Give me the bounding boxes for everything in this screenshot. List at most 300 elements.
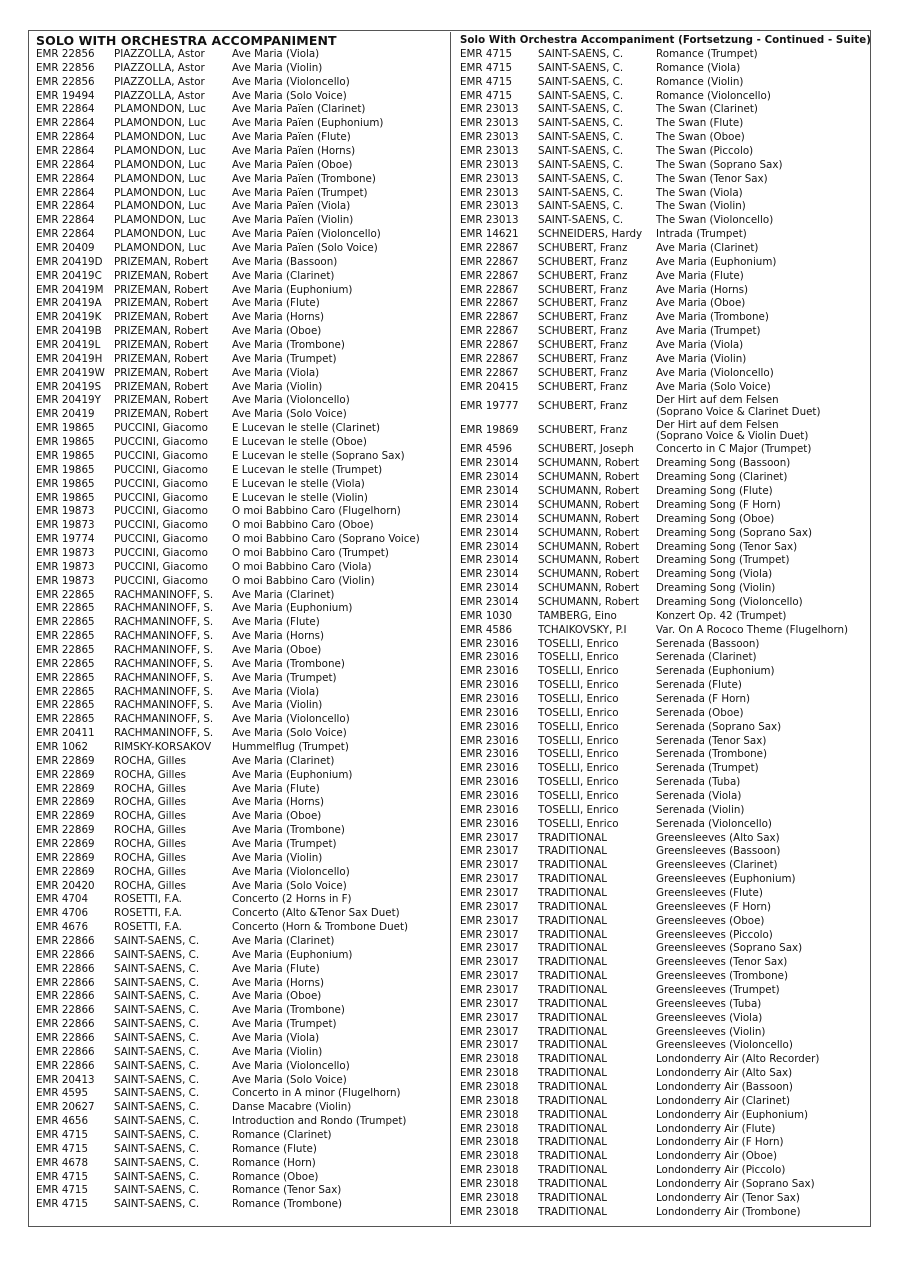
composer-name: PLAMONDON, Luc [114,158,206,171]
work-title: Ave Maria (Viola) [232,1032,320,1045]
composer-name: SCHUBERT, Franz [538,400,628,412]
composer-name: SAINT-SAËNS, C. [538,89,624,102]
catalog-entry [460,513,865,527]
work-title: Serenada (Violin) [656,803,745,816]
work-title: Der Hirt auf dem Felsen (Soprano Voice & Clarinet Duet) [656,395,821,418]
catalog-entry [36,658,446,672]
work-title: Ave Maria Païen (Viola) [232,200,351,213]
composer-name: PLAMONDON, Luc [114,214,206,227]
work-title: O moi Babbino Caro (Violin) [232,574,375,587]
composer-name: TRADITIONAL [538,831,607,844]
work-title: Londonderry Air (Oboe) [656,1150,777,1163]
catalog-number: EMR 23016 [460,734,519,747]
work-title: Dreaming Song (Clarinet) [656,471,788,484]
composer-name: ROCHA, Gilles [114,768,187,781]
composer-name: SAINT-SAËNS, C. [114,962,200,975]
work-title: Romance (Horn) [232,1156,316,1169]
catalog-entry [460,929,865,943]
work-title: Ave Maria (Violin) [232,61,323,74]
catalog-entry [36,1060,446,1074]
composer-name: TRADITIONAL [538,1025,607,1038]
work-title: Ave Maria (Flute) [232,782,320,795]
composer-name: SAINT-SAËNS, C. [538,145,624,158]
catalog-number: EMR 19865 [36,449,95,462]
work-title: Ave Maria (Trombone) [232,1004,345,1017]
catalog-entry [460,1136,865,1150]
work-title: Ave Maria (Clarinet) [232,269,335,282]
catalog-entry [460,48,865,62]
catalog-entry [36,935,446,949]
composer-name: PIAZZOLLA, Astor [114,61,205,74]
work-title: E Lucevan le stelle (Violin) [232,491,368,504]
catalog-entry [36,616,446,630]
catalog-number: EMR 22869 [36,865,95,878]
catalog-number: EMR 23017 [460,997,519,1010]
catalog-number: EMR 23016 [460,748,519,761]
composer-name: SCHUBERT, Franz [538,339,628,352]
catalog-column-left [36,34,446,1212]
catalog-number: EMR 20419H [36,352,103,365]
work-title: Greensleeves (Trumpet) [656,984,780,996]
catalog-entry [36,256,446,270]
composer-name: SAINT-SAËNS, C. [114,1101,200,1114]
work-title: Ave Maria Païen (Clarinet) [232,103,366,116]
work-title: Ave Maria Païen (Flute) [232,131,351,144]
catalog-number: EMR 19865 [36,463,95,476]
composer-name: SCHUMANN, Robert [538,582,640,595]
catalog-number: EMR 23018 [460,1122,519,1135]
work-title: The Swan (Violoncello) [656,214,774,227]
catalog-number: EMR 4678 [36,1156,89,1169]
catalog-entry [460,887,865,901]
catalog-entry [460,790,865,804]
catalog-number: EMR 22865 [36,616,95,629]
work-title: Ave Maria (Violoncello) [232,713,350,726]
catalog-number: EMR 4676 [36,921,89,934]
composer-name: PLAMONDON, Luc [114,186,206,199]
composer-name: TRADITIONAL [538,1191,607,1204]
catalog-entry [36,838,446,852]
work-title: Serenada (Flute) [656,679,742,692]
work-title: Serenada (Tenor Sax) [656,734,767,747]
catalog-entry [460,173,865,187]
composer-name: TRADITIONAL [538,928,607,941]
catalog-entry [460,471,865,485]
catalog-number: EMR 22865 [36,671,95,684]
catalog-number: EMR 23017 [460,886,519,899]
catalog-entry [460,610,865,624]
composer-name: TOSELLI, Enrico [538,748,619,761]
composer-name: SAINT-SAËNS, C. [538,200,624,213]
composer-name: TRADITIONAL [538,1053,607,1066]
catalog-entry [460,541,865,555]
work-title: Dreaming Song (Viola) [656,568,773,581]
work-title: Ave Maria Païen (Horns) [232,145,356,158]
composer-name: ROCHA, Gilles [114,879,187,892]
work-title: Serenada (Trombone) [656,748,768,761]
composer-name: PRIZEMAN, Robert [114,311,209,324]
catalog-entry [460,915,865,929]
catalog-number: EMR 23017 [460,942,519,955]
catalog-entry [36,672,446,686]
work-title: Ave Maria (Trumpet) [656,325,761,338]
work-title: Ave Maria (Horns) [656,283,749,296]
work-title: Ave Maria (Violoncello) [232,394,350,407]
catalog-entry [36,990,446,1004]
composer-name: SCHUMANN, Robert [538,526,640,539]
work-title: E Lucevan le stelle (Soprano Sax) [232,449,405,462]
catalog-entry [36,977,446,991]
work-title: Ave Maria (Violin) [232,380,323,393]
catalog-number: EMR 23018 [460,1164,519,1177]
work-title: Ave Maria (Solo Voice) [232,89,347,102]
catalog-number: EMR 23013 [460,186,519,199]
work-title: Ave Maria Païen (Oboe) [232,158,353,171]
catalog-entry [36,1101,446,1115]
catalog-entry [36,852,446,866]
catalog-number: EMR 23016 [460,789,519,802]
composer-name: TRADITIONAL [538,1136,607,1149]
catalog-number: EMR 19865 [36,422,95,435]
catalog-entry [36,90,446,104]
composer-name: SAINT-SAËNS, C. [114,990,200,1003]
catalog-number: EMR 22867 [460,242,519,255]
catalog-entry [460,353,865,367]
catalog-entry [460,845,865,859]
work-title: Intrada (Trumpet) [656,228,747,241]
catalog-entry [36,381,446,395]
catalog-number: EMR 19873 [36,505,95,518]
work-title: Ave Maria (Clarinet) [656,242,759,255]
catalog-number: EMR 23018 [460,1205,519,1218]
work-title: Ave Maria (Euphonium) [232,948,353,961]
work-title: Ave Maria (Violin) [232,851,323,864]
composer-name: RIMSKY-KORSAKOV [114,740,212,753]
composer-name: TRADITIONAL [538,1081,607,1094]
composer-name: PLAMONDON, Luc [114,117,206,130]
composer-name: PUCCINI, Giacomo [114,463,208,476]
composer-name: ROCHA, Gilles [114,796,187,809]
catalog-entry [36,505,446,519]
catalog-entry [460,367,865,381]
catalog-number: EMR 23016 [460,665,519,678]
catalog-number: EMR 22865 [36,643,95,656]
catalog-entry [460,339,865,353]
work-title: Ave Maria (Solo Voice) [232,1073,347,1086]
composer-name: TOSELLI, Enrico [538,706,619,719]
catalog-entry [460,90,865,104]
catalog-number: EMR 23016 [460,817,519,830]
catalog-number: EMR 19873 [36,546,95,559]
composer-name: PLAMONDON, Luc [114,242,206,255]
catalog-number: EMR 4656 [36,1115,89,1128]
catalog-entry [36,187,446,201]
work-title: Ave Maria (Solo Voice) [232,408,347,421]
catalog-number: EMR 23013 [460,103,519,116]
catalog-number: EMR 20419M [36,283,104,296]
catalog-number: EMR 20409 [36,242,95,255]
catalog-number: EMR 23017 [460,956,519,969]
catalog-entry [460,228,865,242]
work-title: Ave Maria Païen (Violoncello) [232,228,381,241]
composer-name: RACHMANINOFF, S. [114,630,214,643]
catalog-entry [36,1032,446,1046]
catalog-number: EMR 22866 [36,1059,95,1072]
composer-name: PRIZEMAN, Robert [114,339,209,352]
work-title: Ave Maria (Horns) [232,796,325,809]
composer-name: SAINT-SAËNS, C. [538,117,624,130]
catalog-number: EMR 19865 [36,436,95,449]
work-title: Greensleeves (Bassoon) [656,845,781,858]
work-title: Ave Maria (Euphonium) [232,283,353,296]
composer-name: ROCHA, Gilles [114,851,187,864]
catalog-entry [36,214,446,228]
catalog-entry [460,984,865,998]
catalog-entry [460,117,865,131]
catalog-number: EMR 20419W [36,366,105,379]
composer-name: TRADITIONAL [538,956,607,969]
catalog-entry [460,187,865,201]
catalog-number: EMR 23016 [460,803,519,816]
composer-name: PUCCINI, Giacomo [114,546,208,559]
catalog-number: EMR 22867 [460,366,519,379]
catalog-entry [36,686,446,700]
catalog-number: EMR 22869 [36,796,95,809]
composer-name: TOSELLI, Enrico [538,651,619,664]
work-title: Ave Maria (Flute) [232,616,320,629]
catalog-number: EMR 22865 [36,685,95,698]
catalog-number: EMR 22867 [460,255,519,268]
catalog-entry [460,818,865,832]
composer-name: TRADITIONAL [538,1108,607,1121]
composer-name: TCHAIKOVSKY, P.I [538,623,627,636]
composer-name: PRIZEMAN, Robert [114,366,209,379]
catalog-entry [36,159,446,173]
catalog-number: EMR 23018 [460,1136,519,1149]
work-title: Ave Maria (Euphonium) [232,768,353,781]
section-title: SOLO WITH ORCHESTRA ACCOMPANIMENT [36,33,337,48]
catalog-entry [36,436,446,450]
catalog-number: EMR 23017 [460,914,519,927]
work-title: Dreaming Song (F Horn) [656,498,781,511]
catalog-entry [460,499,865,513]
catalog-entry [460,325,865,339]
work-title: The Swan (Piccolo) [656,145,754,158]
catalog-number: EMR 4715 [36,1198,89,1211]
catalog-number: EMR 20419B [36,325,102,338]
catalog-entry [36,713,446,727]
catalog-number: EMR 20419L [36,339,101,352]
work-title: Hummelflug (Trumpet) [232,740,349,753]
work-title: Dreaming Song (Violin) [656,582,776,595]
composer-name: SCHUMANN, Robert [538,540,640,553]
work-title: Ave Maria (Oboe) [656,297,746,310]
composer-name: SCHUMANN, Robert [538,568,640,581]
catalog-number: EMR 23018 [460,1150,519,1163]
catalog-number: EMR 20419A [36,297,102,310]
catalog-entry [36,727,446,741]
composer-name: TRADITIONAL [538,1039,607,1052]
catalog-number: EMR 23013 [460,158,519,171]
work-title: Ave Maria Païen (Violin) [232,214,354,227]
composer-name: TRADITIONAL [538,859,607,872]
catalog-entry [460,776,865,790]
catalog-entry [460,103,865,117]
catalog-number: EMR 22866 [36,962,95,975]
composer-name: SAINT-SAËNS, C. [114,1087,200,1100]
composer-name: PLAMONDON, Luc [114,200,206,213]
composer-name: PRIZEMAN, Robert [114,408,209,421]
composer-name: PLAMONDON, Luc [114,228,206,241]
work-title: O moi Babbino Caro (Oboe) [232,519,374,532]
catalog-entry [36,866,446,880]
composer-name: SCHUBERT, Franz [538,283,628,296]
catalog-entry [460,873,865,887]
work-title: Romance (Viola) [656,61,741,74]
catalog-number: EMR 23017 [460,900,519,913]
composer-name: SAINT-SAËNS, C. [538,172,624,185]
catalog-entry [36,492,446,506]
catalog-number: EMR 23017 [460,1025,519,1038]
work-title: Londonderry Air (Alto Recorder) [656,1053,820,1066]
catalog-entry [36,422,446,436]
composer-name: SAINT-SAËNS, C. [114,976,200,989]
work-title: Romance (Tenor Sax) [232,1184,342,1197]
work-title: Serenada (Viola) [656,789,742,802]
work-title: Serenada (Clarinet) [656,651,757,664]
composer-name: PIAZZOLLA, Astor [114,89,205,102]
composer-name: SCHUBERT, Joseph [538,443,634,456]
composer-name: TOSELLI, Enrico [538,803,619,816]
catalog-entry [36,533,446,547]
catalog-entry [460,596,865,610]
composer-name: PRIZEMAN, Robert [114,269,209,282]
composer-name: TRADITIONAL [538,886,607,899]
catalog-entry [460,485,865,499]
catalog-number: EMR 22867 [460,283,519,296]
catalog-number: EMR 23018 [460,1094,519,1107]
work-title: Ave Maria (Trumpet) [232,1018,337,1031]
composer-name: SCHNEIDERS, Hardy [538,228,643,241]
catalog-entry [36,824,446,838]
catalog-number: EMR 20420 [36,879,95,892]
work-title: Romance (Clarinet) [232,1129,332,1142]
composer-name: SAINT-SAËNS, C. [538,158,624,171]
work-title: Ave Maria (Viola) [232,685,320,698]
catalog-number: EMR 22869 [36,851,95,864]
composer-name: PUCCINI, Giacomo [114,422,208,435]
catalog-entry [460,394,865,419]
catalog-number: EMR 4715 [460,89,513,102]
composer-name: TRADITIONAL [538,900,607,913]
catalog-number: EMR 22864 [36,200,95,213]
work-title: Ave Maria (Bassoon) [232,255,338,268]
composer-name: TRADITIONAL [538,845,607,858]
composer-name: PUCCINI, Giacomo [114,519,208,532]
catalog-number: EMR 22864 [36,228,95,241]
catalog-number: EMR 23014 [460,582,519,595]
catalog-entry [460,131,865,145]
composer-name: ROCHA, Gilles [114,810,187,823]
catalog-entry [36,1074,446,1088]
catalog-entry [460,638,865,652]
composer-name: SCHUBERT, Franz [538,425,628,437]
work-title: Ave Maria (Flute) [232,297,320,310]
catalog-entry [460,200,865,214]
work-title: Ave Maria (Violoncello) [232,865,350,878]
catalog-entry [460,214,865,228]
catalog-number: EMR 4715 [460,75,513,88]
work-title: Romance (Violoncello) [656,89,771,102]
catalog-entry [36,117,446,131]
catalog-number: EMR 19869 [460,424,519,437]
catalog-entry [36,519,446,533]
work-title: Ave Maria (Trumpet) [232,671,337,684]
catalog-number: EMR 23014 [460,595,519,608]
catalog-number: EMR 23018 [460,1178,519,1191]
catalog-entry [36,963,446,977]
catalog-entry [36,339,446,353]
composer-name: SCHUMANN, Robert [538,554,640,567]
work-title: Londonderry Air (Piccolo) [656,1164,786,1177]
catalog-list-left [36,48,446,1212]
catalog-entry [460,1067,865,1081]
catalog-number: EMR 22866 [36,1004,95,1017]
catalog-entry [36,1171,446,1185]
catalog-number: EMR 22864 [36,103,95,116]
work-title: O moi Babbino Caro (Viola) [232,560,372,573]
composer-name: TOSELLI, Enrico [538,817,619,830]
work-title: Romance (Trombone) [232,1198,342,1211]
section-title-continued: Solo With Orchestra Accompaniment (Fortsetzung - Continued - Suite) [460,35,872,46]
catalog-number: EMR 22865 [36,657,95,670]
catalog-number: EMR 23014 [460,526,519,539]
catalog-number: EMR 22864 [36,186,95,199]
catalog-number: EMR 4596 [460,443,513,456]
catalog-entry [460,679,865,693]
catalog-number: EMR 23018 [460,1081,519,1094]
composer-name: PRIZEMAN, Robert [114,380,209,393]
composer-name: SAINT-SAËNS, C. [114,935,200,947]
catalog-number: EMR 20419C [36,269,102,282]
catalog-number: EMR 19873 [36,574,95,587]
composer-name: SAINT-SAËNS, C. [114,1004,200,1017]
catalog-number: EMR 23013 [460,172,519,185]
composer-name: SAINT-SAËNS, C. [538,186,624,199]
work-title: E Lucevan le stelle (Trumpet) [232,463,383,476]
composer-name: RACHMANINOFF, S. [114,685,214,698]
catalog-number: EMR 1062 [36,740,89,753]
catalog-entry [36,1004,446,1018]
catalog-number: EMR 22866 [36,1018,95,1031]
composer-name: PUCCINI, Giacomo [114,505,208,518]
work-title: The Swan (Oboe) [656,131,745,144]
catalog-entry [36,1157,446,1171]
composer-name: ROSETTI, F.A. [114,921,182,934]
catalog-entry [460,804,865,818]
composer-name: ROSETTI, F.A. [114,893,182,906]
work-title: Greensleeves (Alto Sax) [656,831,780,844]
work-title: Ave Maria (Horns) [232,630,325,643]
work-title: Greensleeves (Tenor Sax) [656,956,788,969]
work-title: Ave Maria (Clarinet) [232,754,335,767]
work-title: Danse Macabre (Violin) [232,1101,352,1114]
composer-name: SCHUMANN, Robert [538,512,640,525]
composer-name: PRIZEMAN, Robert [114,394,209,407]
catalog-entry [36,561,446,575]
composer-name: PUCCINI, Giacomo [114,574,208,587]
composer-name: SAINT-SAËNS, C. [538,48,624,60]
